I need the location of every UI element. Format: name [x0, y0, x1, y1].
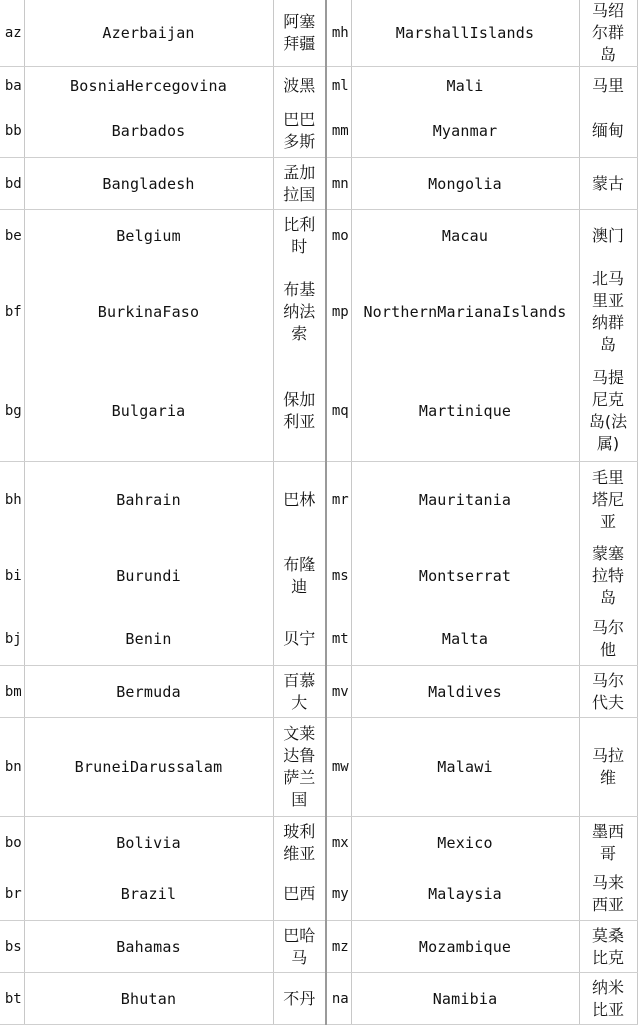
country-name-zh-left: 孟加拉国: [273, 158, 326, 210]
country-name-left: BruneiDarussalam: [24, 718, 273, 817]
country-name-left: Bermuda: [24, 666, 273, 718]
country-name-right: Mauritania: [351, 462, 579, 538]
country-name-right: Mali: [351, 67, 579, 105]
country-code-left: bn: [0, 718, 24, 817]
country-name-left: Bolivia: [24, 817, 273, 869]
country-code-right: mp: [326, 262, 351, 362]
country-name-right: Namibia: [351, 973, 579, 1025]
table-row: [0, 158, 637, 210]
country-name-zh-right: 马绍尔群岛: [579, 0, 637, 67]
country-code-right: mz: [326, 921, 351, 973]
table-row: [0, 973, 637, 1025]
country-code-left: bb: [0, 105, 24, 158]
country-code-left: bj: [0, 614, 24, 666]
country-name-left: BurkinaFaso: [24, 262, 273, 362]
country-name-left: BosniaHercegovina: [24, 67, 273, 105]
country-code-right: mm: [326, 105, 351, 158]
country-name-zh-right: 马提尼克岛(法属): [579, 362, 637, 462]
table-row: [0, 210, 637, 262]
country-name-right: NorthernMarianaIslands: [351, 262, 579, 362]
country-name-zh-right: 蒙古: [579, 158, 637, 210]
table-row: [0, 362, 637, 462]
country-code-left: ba: [0, 67, 24, 105]
country-name-zh-right: 缅甸: [579, 105, 637, 158]
country-code-right: mv: [326, 666, 351, 718]
country-name-zh-left: 巴林: [273, 462, 326, 538]
table-row: [0, 666, 637, 718]
country-name-left: Bahrain: [24, 462, 273, 538]
country-code-right: mq: [326, 362, 351, 462]
country-name-zh-left: 比利时: [273, 210, 326, 262]
table-row: [0, 817, 637, 869]
country-name-zh-right: 马里: [579, 67, 637, 105]
table-row: [0, 921, 637, 973]
country-code-right: mn: [326, 158, 351, 210]
table-row: [0, 614, 637, 666]
country-code-left: bd: [0, 158, 24, 210]
country-name-zh-right: 毛里塔尼亚: [579, 462, 637, 538]
country-name-zh-left: 保加利亚: [273, 362, 326, 462]
table-row: [0, 105, 637, 158]
country-name-left: Burundi: [24, 538, 273, 614]
country-name-right: Martinique: [351, 362, 579, 462]
country-name-zh-right: 墨西哥: [579, 817, 637, 869]
country-name-left: Bangladesh: [24, 158, 273, 210]
country-code-right: ml: [326, 67, 351, 105]
country-name-right: Mozambique: [351, 921, 579, 973]
country-name-zh-right: 纳米比亚: [579, 973, 637, 1025]
country-name-zh-left: 巴哈马: [273, 921, 326, 973]
country-code-left: bm: [0, 666, 24, 718]
table-row: [0, 0, 637, 67]
country-name-zh-right: 马尔代夫: [579, 666, 637, 718]
country-code-right: ms: [326, 538, 351, 614]
country-name-zh-right: 马来西亚: [579, 869, 637, 921]
country-name-right: Mexico: [351, 817, 579, 869]
country-name-left: Bulgaria: [24, 362, 273, 462]
country-code-left: bi: [0, 538, 24, 614]
country-name-right: Mongolia: [351, 158, 579, 210]
country-name-left: Bhutan: [24, 973, 273, 1025]
country-code-right: mh: [326, 0, 351, 67]
country-name-right: Montserrat: [351, 538, 579, 614]
country-name-zh-left: 贝宁: [273, 614, 326, 666]
country-code-right: mx: [326, 817, 351, 869]
table-row: [0, 718, 637, 817]
country-name-left: Azerbaijan: [24, 0, 273, 67]
country-name-zh-left: 波黑: [273, 67, 326, 105]
country-name-right: Malta: [351, 614, 579, 666]
country-name-zh-right: 莫桑比克: [579, 921, 637, 973]
country-name-zh-right: 马尔他: [579, 614, 637, 666]
country-name-left: Bahamas: [24, 921, 273, 973]
country-name-left: Belgium: [24, 210, 273, 262]
table-row: [0, 869, 637, 921]
country-code-left: bs: [0, 921, 24, 973]
country-name-zh-left: 巴西: [273, 869, 326, 921]
country-code-left: br: [0, 869, 24, 921]
country-code-right: mr: [326, 462, 351, 538]
country-code-left: bg: [0, 362, 24, 462]
country-code-left: bt: [0, 973, 24, 1025]
country-name-zh-right: 马拉维: [579, 718, 637, 817]
country-code-left: bh: [0, 462, 24, 538]
country-name-zh-right: 蒙塞拉特岛: [579, 538, 637, 614]
country-name-right: MarshallIslands: [351, 0, 579, 67]
table-row: [0, 538, 637, 614]
country-name-left: Benin: [24, 614, 273, 666]
country-name-left: Barbados: [24, 105, 273, 158]
country-name-zh-right: 澳门: [579, 210, 637, 262]
country-name-zh-left: 不丹: [273, 973, 326, 1025]
country-code-right: my: [326, 869, 351, 921]
country-name-zh-right: 北马里亚纳群岛: [579, 262, 637, 362]
country-name-right: Malawi: [351, 718, 579, 817]
country-name-zh-left: 巴巴多斯: [273, 105, 326, 158]
country-name-zh-left: 玻利维亚: [273, 817, 326, 869]
country-code-left: bf: [0, 262, 24, 362]
table-row: [0, 67, 637, 105]
country-code-left: bo: [0, 817, 24, 869]
country-name-zh-left: 阿塞拜疆: [273, 0, 326, 67]
table-row: [0, 262, 637, 362]
country-code-right: mw: [326, 718, 351, 817]
table-row: [0, 462, 637, 538]
country-code-right: mo: [326, 210, 351, 262]
country-name-zh-left: 文莱达鲁萨兰国: [273, 718, 326, 817]
country-code-left: az: [0, 0, 24, 67]
country-name-zh-left: 百慕大: [273, 666, 326, 718]
country-name-zh-left: 布隆迪: [273, 538, 326, 614]
country-code-left: be: [0, 210, 24, 262]
country-name-zh-left: 布基纳法索: [273, 262, 326, 362]
country-code-right: na: [326, 973, 351, 1025]
country-code-right: mt: [326, 614, 351, 666]
country-name-right: Myanmar: [351, 105, 579, 158]
country-name-left: Brazil: [24, 869, 273, 921]
country-name-right: Macau: [351, 210, 579, 262]
country-name-right: Maldives: [351, 666, 579, 718]
country-name-right: Malaysia: [351, 869, 579, 921]
